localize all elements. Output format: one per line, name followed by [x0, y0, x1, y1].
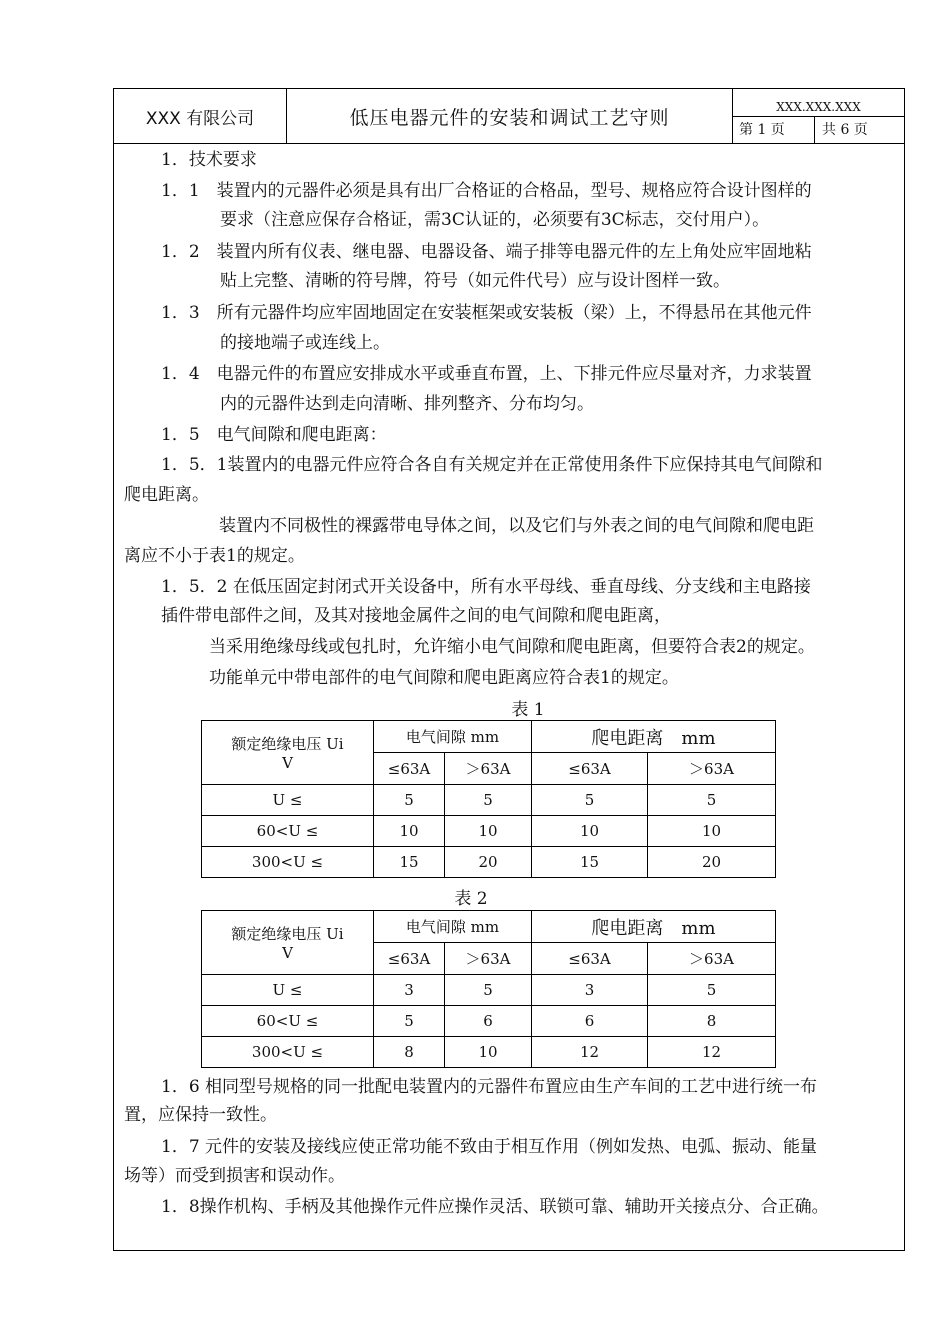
clause-1-6-cont: 置，应保持一致性。 — [124, 1105, 277, 1125]
clause-1-7: 1．7 元件的安装及接线应使正常功能不致由于相互作用（例如发热、电弧、振动、能量 — [161, 1137, 818, 1157]
paragraph-functional-unit: 功能单元中带电部件的电气间隙和爬电距离应符合表1的规定。 — [209, 668, 679, 688]
clause-1-8: 1．8操作机构、手柄及其他操作元件应操作灵活、联锁可靠、辅助开关接点分、合正确。 — [161, 1197, 829, 1217]
paragraph-clearance-cont: 离应不小于表1的规定。 — [124, 546, 305, 566]
clause-1-4-cont: 内的元器件达到走向清晰、排列整齐、分布均匀。 — [220, 394, 594, 414]
clause-1-7-cont: 场等）而受到损害和误动作。 — [124, 1166, 345, 1186]
clause-1-5: 1．5 电气间隙和爬电距离： — [161, 425, 387, 445]
sub-header: ≤63A — [532, 753, 648, 785]
clause-1-3: 1．3 所有元器件均应牢固地固定在安装框架或安装板（梁）上，不得悬吊在其他元件 — [161, 303, 812, 323]
sub-header: ＞63A — [648, 943, 776, 975]
table-row: U ≤ 3 5 3 5 — [202, 975, 776, 1006]
clause-1-5-2-cont: 插件带电部件之间，及其对接地金属件之间的电气间隙和爬电距离， — [161, 606, 671, 626]
document-title: 低压电器元件的安装和调试工艺守则 — [287, 89, 733, 143]
table-row: 300<U ≤ 15 20 15 20 — [202, 847, 776, 878]
company-name: XXX 有限公司 — [114, 89, 287, 143]
table-row: U ≤ 5 5 5 5 — [202, 785, 776, 816]
table-2 — [201, 910, 776, 1068]
sub-header: ≤63A — [532, 943, 648, 975]
page-number: 第 1 页 — [733, 117, 815, 143]
sub-header: ≤63A — [374, 753, 445, 785]
clause-1-6: 1．6 相同型号规格的同一批配电装置内的元器件布置应由生产车间的工艺中进行统一布 — [161, 1077, 818, 1097]
rated-voltage-header: 额定绝缘电压 Ui V — [202, 721, 374, 785]
document-header — [114, 89, 904, 144]
paragraph-clearance: 装置内不同极性的裸露带电导体之间，以及它们与外表之间的电气间隙和爬电距 — [219, 516, 814, 536]
creepage-header: 爬电距离 mm — [532, 721, 776, 753]
clause-1-4: 1．4 电器元件的布置应安排成水平或垂直布置，上、下排元件应尽量对齐，力求装置 — [161, 364, 812, 384]
clause-1-1-cont: 要求（注意应保存合格证，需3C认证的，必须要有3C标志，交付用户）。 — [220, 210, 770, 230]
paragraph-insulated: 当采用绝缘母线或包扎时，允许缩小电气间隙和爬电距离，但要符合表2的规定。 — [209, 637, 815, 657]
table-2-caption: 表 2 — [454, 889, 488, 909]
rated-voltage-header: 额定绝缘电压 Ui V — [202, 911, 374, 975]
total-pages: 共 6 页 — [822, 122, 868, 138]
table-row: 60<U ≤ 10 10 10 10 — [202, 816, 776, 847]
sub-header: ＞63A — [445, 753, 532, 785]
table-1-caption: 表 1 — [511, 700, 545, 720]
table-row: 60<U ≤ 5 6 6 8 — [202, 1006, 776, 1037]
clause-1-5-2: 1．5．2 在低压固定封闭式开关设备中，所有水平母线、垂直母线、分支线和主电路接 — [161, 577, 811, 597]
clearance-header: 电气间隙 mm — [374, 911, 532, 943]
creepage-header: 爬电距离 mm — [532, 911, 776, 943]
document-code: XXX.XXX.XXX — [733, 89, 904, 117]
clause-1-5-1: 1．5．1装置内的电器元件应符合各自有关规定并在正常使用条件下应保持其电气间隙和 — [161, 455, 823, 475]
clearance-header: 电气间隙 mm — [374, 721, 532, 753]
clause-1-2-cont: 贴上完整、清晰的符号牌，符号（如元件代号）应与设计图样一致。 — [220, 271, 730, 291]
sub-header: ≤63A — [374, 943, 445, 975]
document-page — [113, 88, 905, 1251]
sub-header: ＞63A — [648, 753, 776, 785]
table-row: 300<U ≤ 8 10 12 12 — [202, 1037, 776, 1068]
clause-1-5-1-cont: 爬电距离。 — [124, 485, 209, 505]
clause-1-1: 1．1 装置内的元器件必须是具有出厂合格证的合格品，型号、规格应符合设计图样的 — [161, 181, 812, 201]
clause-1-2: 1．2 装置内所有仪表、继电器、电器设备、端子排等电器元件的左上角处应牢固地粘 — [161, 242, 812, 262]
sub-header: ＞63A — [445, 943, 532, 975]
section-heading: 1．技术要求 — [161, 150, 257, 170]
clause-1-3-cont: 的接地端子或连线上。 — [220, 333, 390, 353]
table-1 — [201, 720, 776, 878]
